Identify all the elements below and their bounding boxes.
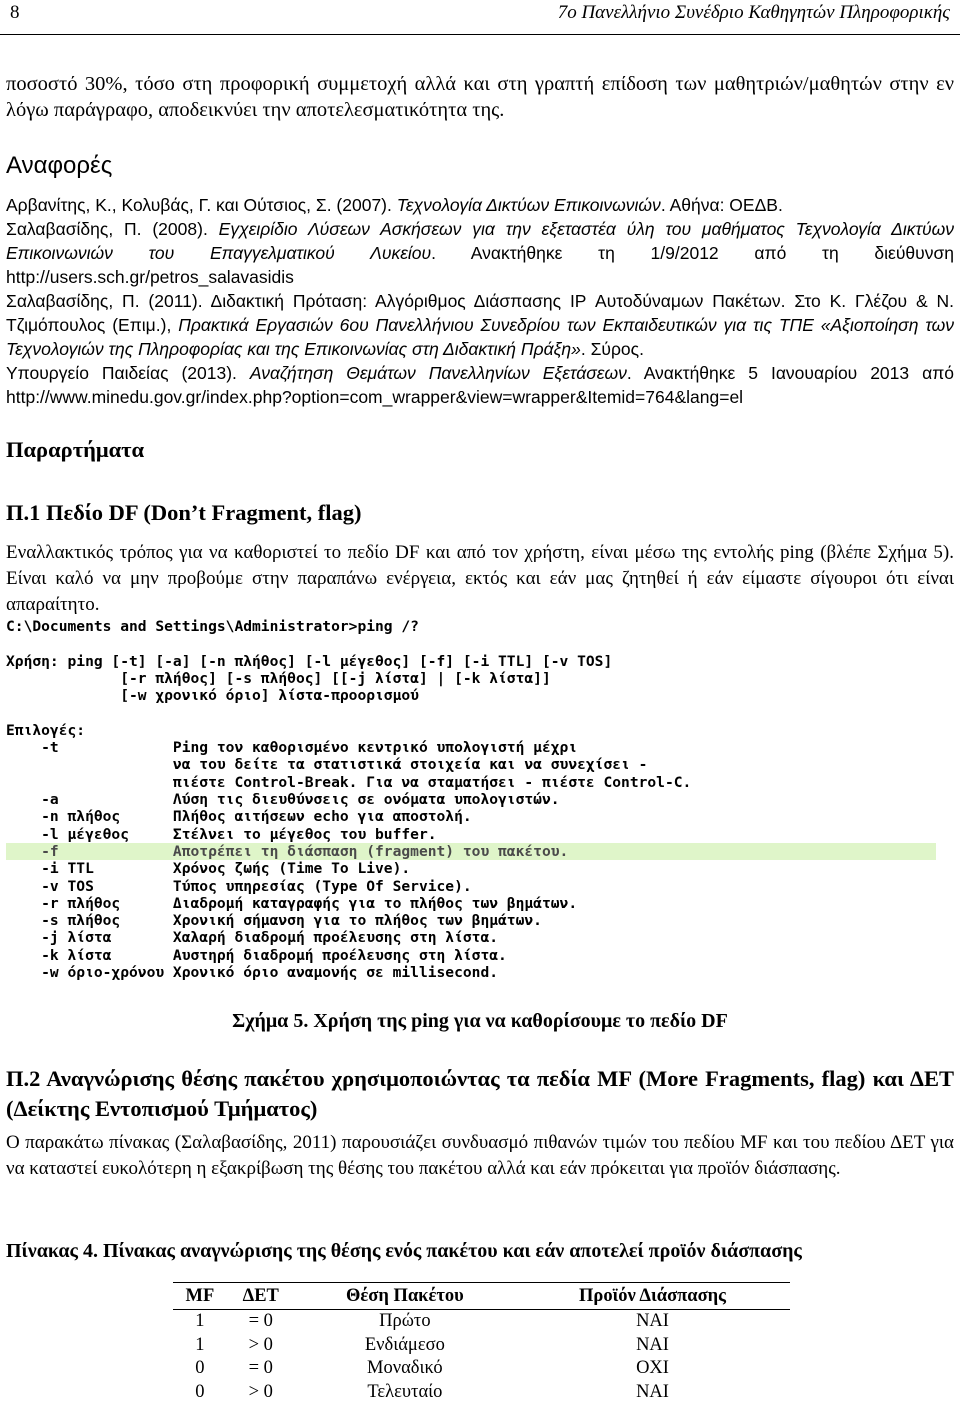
reference-text: . Ανακτήθηκε 5 Ιανουαρίου 2013 από http://www.minedu.gov.gr/index.php?option=com_wrapper&view=wrapper&Itemid=764&lang=el — [6, 363, 954, 407]
terminal-line: [-r πλήθος] [-s πλήθος] [[-j λίστα] | [-k λίστα]] — [6, 670, 551, 687]
intro-paragraph: ποσοστό 30%, τόσο στη προφορική συμμετοχή αλλά και στη γραπτή επίδοση των μαθητριών/μαθητών στην εν λόγω παράγραφο, αποδεικνύει την αποτελεσματικότητα της. — [6, 71, 954, 123]
reference-text: Σαλαβασίδης, Π. (2011). Διδακτική Πρόταση: Αλγόριθμος Διάσπασης IP Αυτοδύναμων Πακέτων. Στο Κ. Γλέζου & Ν. Τζιμόπουλος (Επιμ.), — [6, 291, 954, 335]
table-row — [173, 1381, 790, 1404]
table-cell: = 0 — [227, 1310, 295, 1334]
table-header-row — [173, 1283, 790, 1310]
table-caption: Πίνακας 4. Πίνακας αναγνώρισης της θέσης ενός πακέτου και εάν αποτελεί προϊόν διάσπασης — [6, 1240, 802, 1263]
reference-text: Αρβανίτης, Κ., Κολυβάς, Γ. και Ούτσιος, Σ. (2007). — [6, 195, 397, 215]
terminal-line: -i TTL Χρόνος ζωής (Time To Live). — [6, 860, 410, 877]
running-title: 7ο Πανελλήνιο Συνέδριο Καθηγητών Πληροφορικής — [558, 2, 950, 24]
column-header: ΔΕΤ — [227, 1283, 295, 1310]
figure-caption: Σχήμα 5. Χρήση της ping για να καθορίσουμε το πεδίο DF — [0, 1010, 960, 1033]
terminal-line: -r πλήθος Διαδρομή καταγραφής για το πλήθος των βημάτων. — [6, 895, 577, 912]
terminal-line: να του δείτε τα στατιστικά στοιχεία και να συνεχίσει - — [6, 756, 647, 773]
terminal-line: C:\Documents and Settings\Administrator>ping /? — [6, 618, 419, 635]
table-row — [173, 1334, 790, 1358]
terminal-line: -j λίστα Χαλαρή διαδρομή προέλευσης στη λίστα. — [6, 929, 498, 946]
header-rule — [0, 34, 960, 35]
table-cell: Πρώτο — [295, 1310, 515, 1334]
terminal-line-highlighted: -f Αποτρέπει τη διάσπαση (fragment) του πακέτου. — [6, 843, 936, 860]
reference-item — [6, 217, 954, 289]
reference-item — [6, 361, 954, 409]
table-cell: ΟΧΙ — [515, 1357, 790, 1381]
terminal-screenshot — [6, 618, 954, 906]
reference-text: . Αθήνα: ΟΕΔΒ. — [661, 195, 783, 215]
terminal-line: -t Ping τον καθορισμένο κεντρικό υπολογιστή μέχρι — [6, 739, 577, 756]
reference-title: Πρακτικά Εργασιών 6ου Πανελλήνιου Συνεδρίου των Εκπαιδευτικών για τις ΤΠΕ «Αξιοποίηση των Τεχνολογιών της Πληροφορίας και της Επικοινωνίας στη Διδακτική Πράξη» — [6, 315, 954, 359]
terminal-line: -s πλήθος Χρονική σήμανση για το πλήθος των βημάτων. — [6, 912, 542, 929]
terminal-line: [-w χρονικό όριο] λίστα-προορισμού — [6, 687, 419, 704]
terminal-line: Χρήση: ping [-t] [-a] [-n πλήθος] [-l μέγεθος] [-f] [-i TTL] [-v TOS] — [6, 653, 612, 670]
table-cell: > 0 — [227, 1334, 295, 1358]
reference-text: . Ανακτήθηκε τη 1/9/2012 από τη διεύθυνση http://users.sch.gr/petros_salavasidis — [6, 243, 954, 287]
reference-item — [6, 289, 954, 361]
terminal-line: -l μέγεθος Στέλνει το μέγεθος του buffer. — [6, 826, 437, 843]
column-header: MF — [173, 1283, 227, 1310]
section1-paragraph: Εναλλακτικός τρόπος για να καθοριστεί το πεδίο DF και από τον χρήστη, είναι μέσω της εντολής ping (βλέπε Σχήμα 5). Είναι καλό να μην προβούμε στην παραπάνω ενέργεια, εκτός και εάν μας ζητηθεί ή εάν είμαστε σίγουροι ότι είναι απαραίτητο. — [6, 540, 954, 618]
reference-title: Εγχειρίδιο Λύσεων Ασκήσεων για την εξεταστέα ύλη του μαθήματος Τεχνολογία Δικτύων Επικοινωνιών του Επαγγελματικού Λυκείου — [6, 219, 954, 263]
table-cell: Τελευταίο — [295, 1381, 515, 1404]
table-cell: ΝΑΙ — [515, 1381, 790, 1404]
section2-paragraph: Ο παρακάτω πίνακας (Σαλαβασίδης, 2011) παρουσιάζει συνδυασμό πιθανών τιμών του πεδίου MF και του πεδίου ΔΕΤ για να καταστεί ευκολότερη η εξακρίβωση της θέσης του πακέτου αλλά και εάν πρόκειται για προϊόν διάσπασης. — [6, 1130, 954, 1182]
terminal-line: -w όριο-χρόνου Χρονικό όριο αναμονής σε millisecond. — [6, 964, 498, 981]
appendices-heading: Παραρτήματα — [6, 437, 144, 463]
reference-text: Σαλαβασίδης, Π. (2008). — [6, 219, 219, 239]
terminal-line: -v TOS Τύπος υπηρεσίας (Type Of Service). — [6, 878, 472, 895]
column-header: Θέση Πακέτου — [295, 1283, 515, 1310]
section2-heading: Π.2 Αναγνώρισης θέσης πακέτου χρησιμοποιώντας τα πεδία MF (More Fragments, flag) και ΔΕΤ (Δείκτης Εντοπισμού Τμήματος) — [6, 1064, 954, 1124]
section1-heading: Π.1 Πεδίο DF (Don’t Fragment, flag) — [6, 500, 362, 526]
table-row — [173, 1310, 790, 1334]
table-cell: Ενδιάμεσο — [295, 1334, 515, 1358]
reference-text: Υπουργείο Παιδείας (2013). — [6, 363, 250, 383]
table-row — [173, 1357, 790, 1381]
page-number: 8 — [10, 2, 20, 24]
table-cell: ΝΑΙ — [515, 1310, 790, 1334]
reference-item — [6, 193, 954, 217]
references-heading: Αναφορές — [6, 152, 112, 180]
references-list — [6, 193, 954, 409]
terminal-line: Επιλογές: — [6, 722, 85, 739]
terminal-line: -a Λύση τις διευθύνσεις σε ονόματα υπολογιστών. — [6, 791, 560, 808]
reference-title: Τεχνολογία Δικτύων Επικοινωνιών — [397, 195, 661, 215]
column-header: Προϊόν Διάσπασης — [515, 1283, 790, 1310]
reference-title: Αναζήτηση Θεμάτων Πανελληνίων Εξετάσεων — [250, 363, 627, 383]
table-cell: ΝΑΙ — [515, 1334, 790, 1358]
table-cell: 0 — [173, 1381, 227, 1404]
table-cell: = 0 — [227, 1357, 295, 1381]
reference-text: . Σύρος. — [581, 339, 644, 359]
table-cell: 1 — [173, 1334, 227, 1358]
table-cell: 0 — [173, 1357, 227, 1381]
table-cell: 1 — [173, 1310, 227, 1334]
table-cell: Μοναδικό — [295, 1357, 515, 1381]
terminal-line: πιέστε Control-Break. Για να σταματήσει - πιέστε Control-C. — [6, 774, 691, 791]
page-header — [0, 0, 960, 36]
packet-position-table — [173, 1282, 790, 1404]
terminal-line: -n πλήθος Πλήθος αιτήσεων echo για αποστολή. — [6, 808, 472, 825]
table-cell: > 0 — [227, 1381, 295, 1404]
terminal-line: -k λίστα Αυστηρή διαδρομή προέλευσης στη λίστα. — [6, 947, 507, 964]
